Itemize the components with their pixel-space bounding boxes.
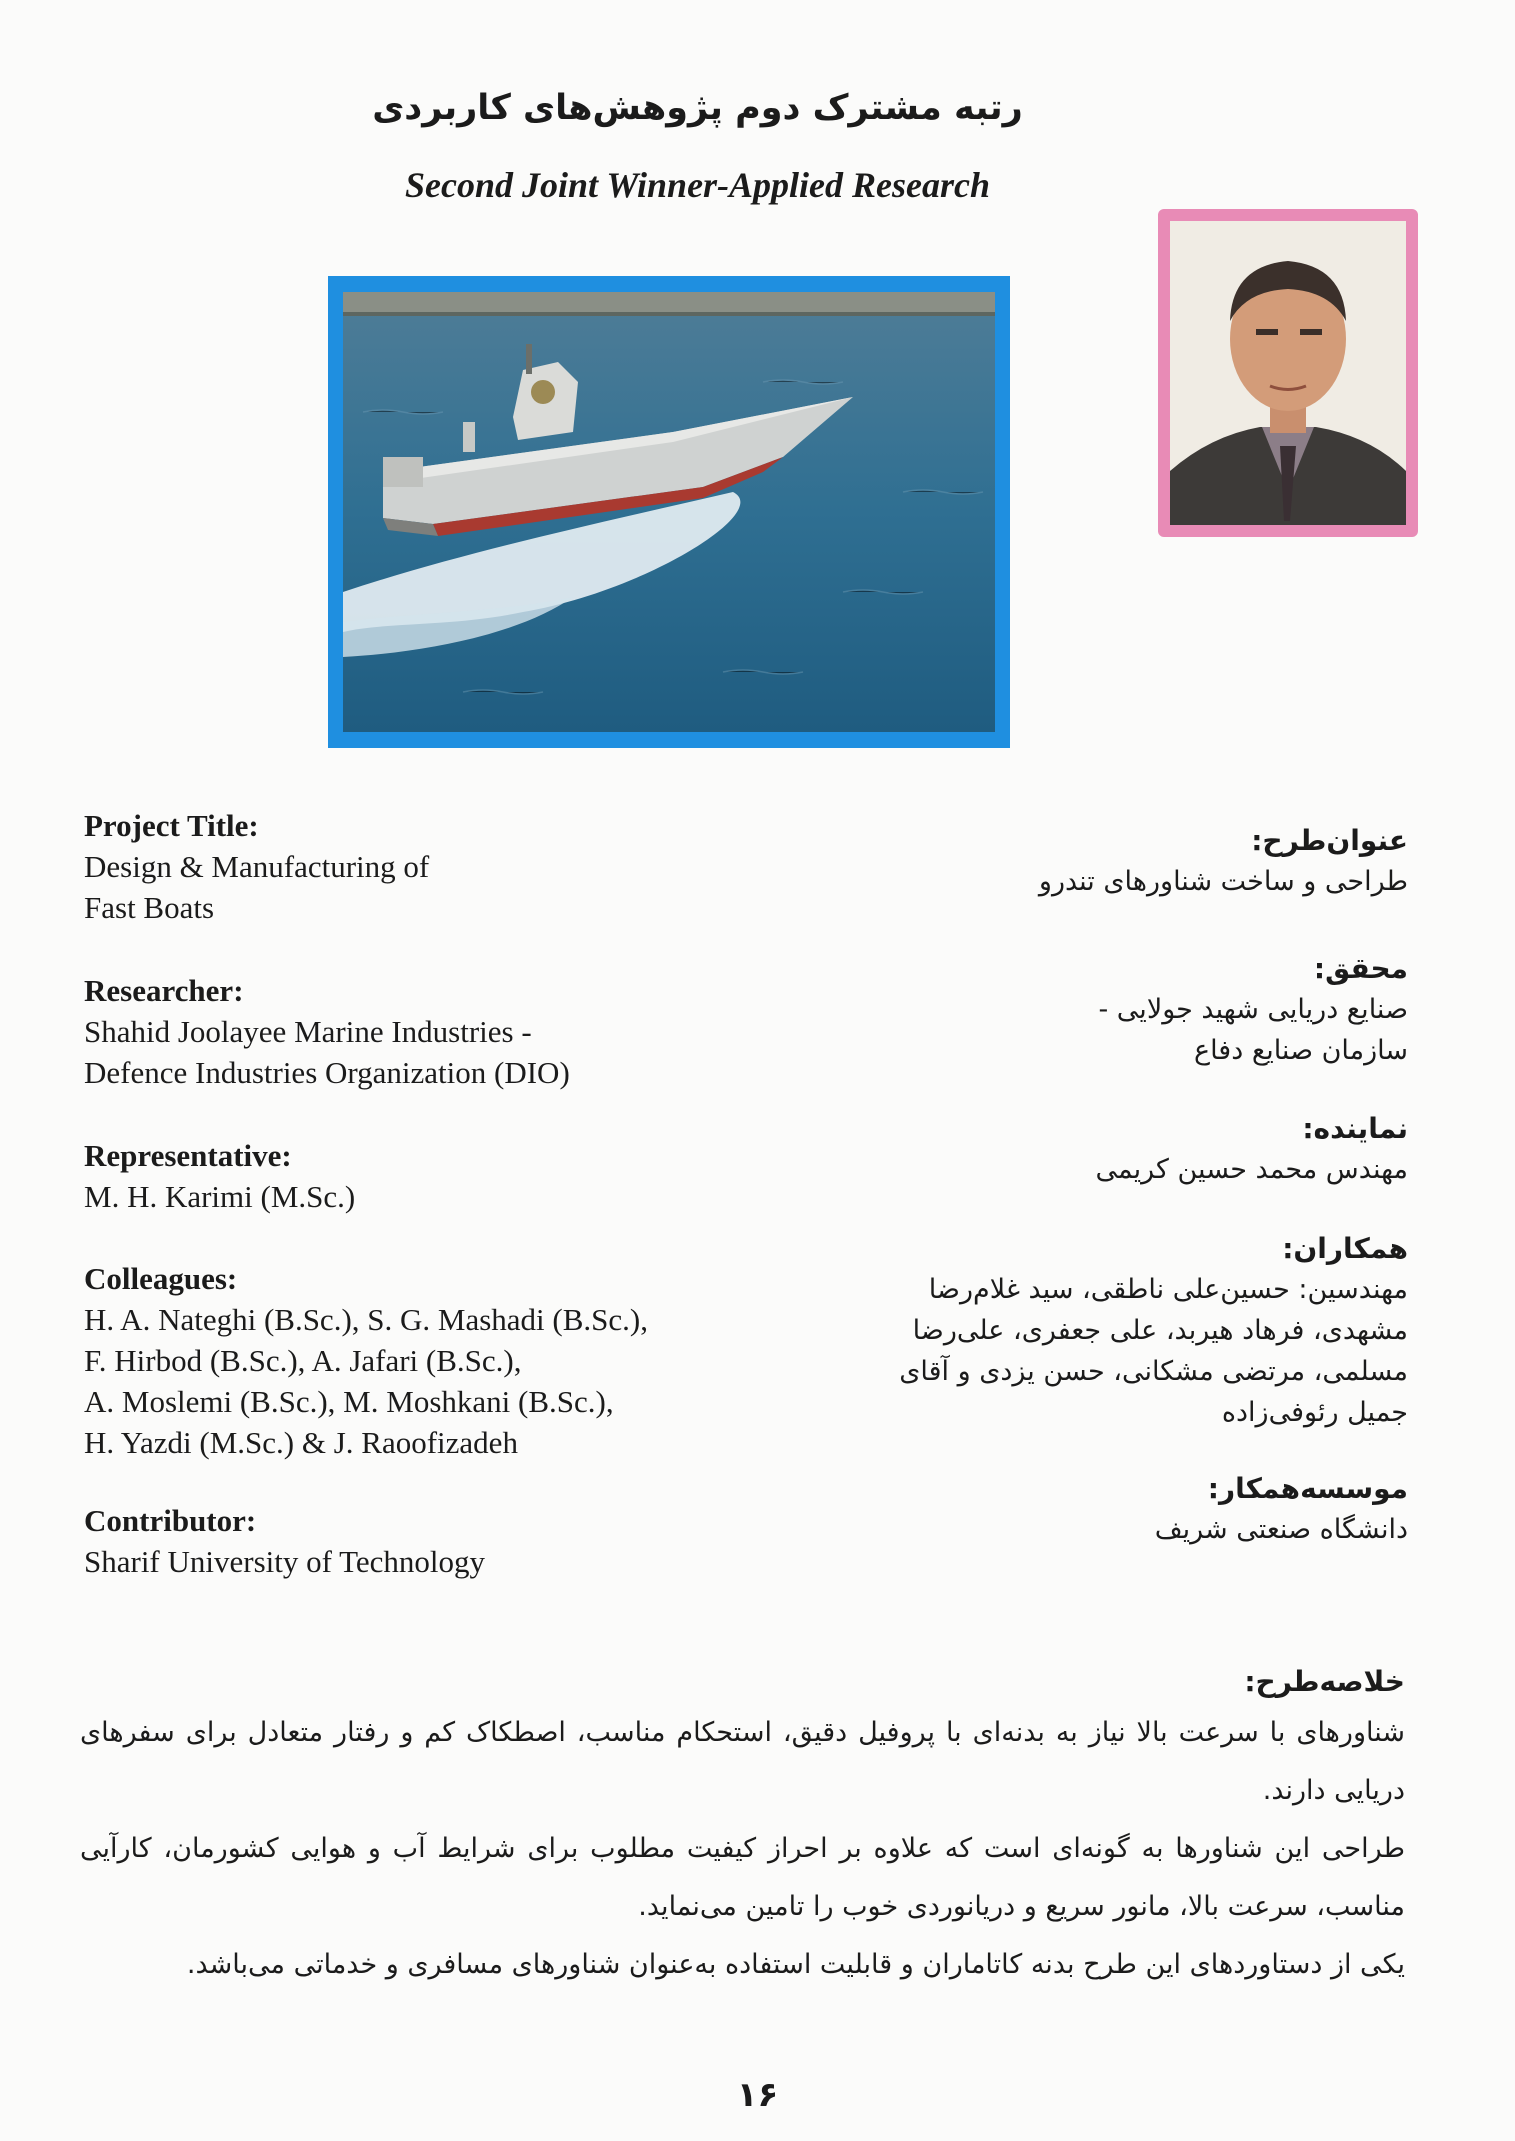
english-researcher-line: Shahid Joolayee Marine Industries - bbox=[84, 1014, 532, 1049]
persian-representative-line: مهندس محمد حسین کریمی bbox=[1095, 1154, 1408, 1185]
persian-researcher-line: صنایع دریایی شهید جولایی - bbox=[1098, 994, 1408, 1025]
persian-colleagues-section bbox=[848, 1228, 1408, 1433]
english-colleagues-line: H. Yazdi (M.Sc.) & J. Raoofizadeh bbox=[84, 1425, 518, 1460]
boat-photo-image bbox=[343, 292, 995, 732]
abstract-paragraph: شناورهای با سرعت بالا نیاز به بدنه‌ای با پروفیل دقیق، استحکام مناسب، اصطکاک کم و رفتار متعادل برای سفرهای دریایی دارند. bbox=[80, 1717, 1405, 1806]
english-project-title-line: Fast Boats bbox=[84, 890, 215, 925]
abstract-paragraph: طراحی این شناورها به گونه‌ای است که علاوه بر احراز کیفیت مطلوب برای شرایط آب و هوایی کشورمان، کارآیی مناسب، سرعت بالا، مانور سریع و دریانوردی خوب را تامین می‌نماید. bbox=[80, 1833, 1405, 1922]
persian-representative-section bbox=[848, 1108, 1408, 1190]
english-colleagues-line: A. Moslemi (B.Sc.), M. Moshkani (B.Sc.), bbox=[84, 1384, 614, 1419]
persian-project-title-label: عنوان‌طرح: bbox=[1251, 824, 1408, 857]
persian-colleagues-label: همکاران: bbox=[1282, 1232, 1408, 1265]
persian-project-title-line: طراحی و ساخت شناورهای تندرو bbox=[1038, 866, 1408, 897]
english-representative-line: M. H. Karimi (M.Sc.) bbox=[84, 1179, 356, 1214]
english-researcher-line: Defence Industries Organization (DIO) bbox=[84, 1055, 570, 1090]
english-colleagues-label: Colleagues: bbox=[84, 1261, 238, 1296]
english-colleagues-line: F. Hirbod (B.Sc.), A. Jafari (B.Sc.), bbox=[84, 1343, 522, 1378]
english-project-title-line: Design & Manufacturing of bbox=[84, 849, 430, 884]
persian-researcher-section bbox=[848, 948, 1408, 1071]
persian-colleagues-line: مشهدی، فرهاد هیربد، علی جعفری، علی‌رضا bbox=[912, 1315, 1408, 1346]
portrait-image bbox=[1170, 221, 1406, 525]
title-english: Second Joint Winner-Applied Research bbox=[404, 165, 991, 205]
persian-researcher-label: محقق: bbox=[1313, 952, 1408, 985]
persian-institution-line: دانشگاه صنعتی شریف bbox=[1154, 1514, 1408, 1545]
abstract-label: خلاصه‌طرح: bbox=[1244, 1665, 1405, 1698]
researcher-portrait bbox=[1158, 209, 1418, 537]
english-contributor-label: Contributor: bbox=[84, 1503, 257, 1538]
english-colleagues-section bbox=[84, 1258, 724, 1463]
english-researcher-label: Researcher: bbox=[84, 973, 244, 1008]
abstract-paragraph: یکی از دستاوردهای این طرح بدنه کاتاماران و قابلیت استفاده به‌عنوان شناورهای مسافری و خدماتی می‌باشد. bbox=[186, 1949, 1405, 1980]
english-contributor-section bbox=[84, 1500, 724, 1582]
english-colleagues-line: H. A. Nateghi (B.Sc.), S. G. Mashadi (B.Sc.), bbox=[84, 1302, 648, 1337]
english-project-title-label: Project Title: bbox=[84, 808, 259, 843]
english-representative-label: Representative: bbox=[84, 1138, 292, 1173]
persian-project-title-section bbox=[848, 820, 1408, 902]
page-number: ۱۶ bbox=[736, 2075, 779, 2115]
title-persian: رتبه مشترک دوم پژوهش‌های کاربردی bbox=[372, 88, 1023, 128]
english-project-title-section bbox=[84, 805, 724, 928]
persian-institution-section bbox=[848, 1468, 1408, 1550]
persian-researcher-line: سازمان صنایع دفاع bbox=[1193, 1035, 1408, 1066]
persian-colleagues-line: مسلمی، مرتضی مشکانی، حسن یزدی و آقای bbox=[899, 1356, 1408, 1387]
english-representative-section bbox=[84, 1135, 724, 1217]
abstract-section bbox=[80, 1660, 1405, 1994]
english-researcher-section bbox=[84, 970, 724, 1093]
persian-colleagues-line: مهندسین: حسین‌علی ناطقی، سید غلام‌رضا bbox=[928, 1274, 1408, 1305]
english-contributor-line: Sharif University of Technology bbox=[84, 1544, 486, 1579]
persian-colleagues-line: جمیل رئوفی‌زاده bbox=[1221, 1397, 1408, 1428]
boat-photo bbox=[328, 276, 1010, 748]
persian-institution-label: موسسه‌همکار: bbox=[1207, 1472, 1408, 1505]
persian-representative-label: نماینده: bbox=[1302, 1112, 1408, 1145]
